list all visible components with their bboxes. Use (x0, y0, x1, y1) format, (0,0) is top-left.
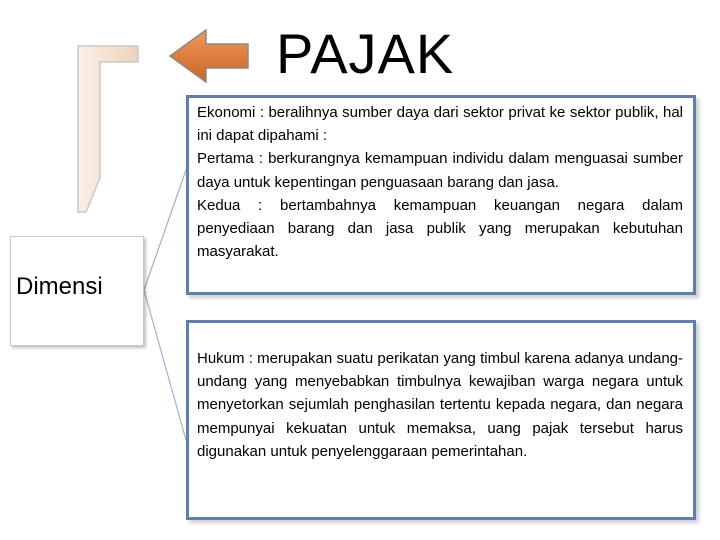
ekonomi-line-3: Kedua : bertambahnya kemampuan keuangan negara dalam penyediaan barang dan jasa publik yang merupakan kebutuhan masyarakat. (197, 196, 683, 261)
ekonomi-box (186, 95, 696, 295)
page-title: PAJAK (276, 22, 455, 85)
hukum-box (186, 320, 696, 520)
bracket-shape (78, 46, 138, 212)
connector-lines (144, 170, 186, 440)
ekonomi-line-2: Pertama : berkurangnya kemampuan individu dalam menguasai sumber daya untuk kepentingan penguasaan barang dan jasa. (197, 150, 683, 191)
hukum-text: Hukum : merupakan suatu perikatan yang timbul karena adanya undang-undang yang menyebabkan timbulnya kewajiban warga negara untuk menyetorkan sejumlah penghasilan tertentu kepada negara, dan negara mempunyai kekuatan untuk memaksa, uang pajak tersebut harus digunakan untuk penyelenggaraan pemerintahan. (197, 350, 683, 460)
ekonomi-line-1: Ekonomi : beralihnya sumber daya dari sektor privat ke sektor publik, hal ini dapat dipahami : (197, 104, 683, 145)
left-arrow-icon (170, 30, 248, 82)
dimensi-label: Dimensi (16, 273, 103, 300)
